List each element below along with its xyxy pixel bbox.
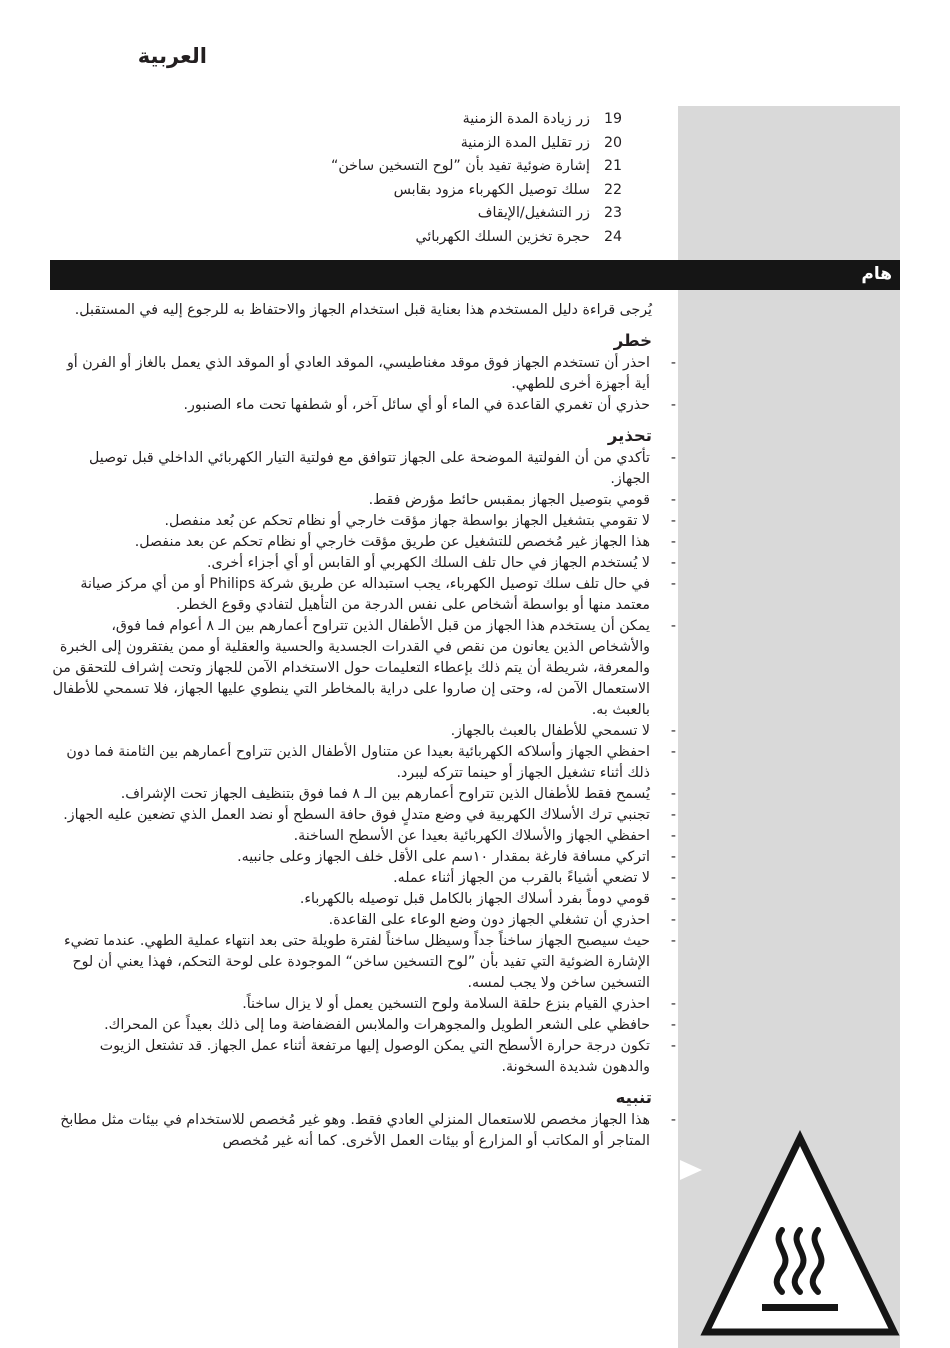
bullet-text: هذا الجهاز غير مُخصص للتشغيل عن طريق مؤقت خارجي أو نظام تحكم عن بعد منفصل. xyxy=(134,534,650,550)
bullet-dash: - xyxy=(670,1038,676,1054)
bullet-item xyxy=(50,994,676,1015)
bullet-text: قومي دوماً بفرد أسلاك الجهاز بالكامل قبل توصيله بالكهرباء. xyxy=(299,891,650,907)
section-heading: خطر xyxy=(613,331,652,350)
bullet-item xyxy=(50,395,676,416)
part-text: حجرة تخزين السلك الكهربائي xyxy=(415,228,590,245)
bullet-dash: - xyxy=(670,555,676,571)
bullet-item xyxy=(50,616,676,721)
bullet-text: تكون درجة حرارة الأسطح التي يمكن الوصول إليها مرتفعة أثناء عمل الجهاز. قد تشتعل الزيوت والدهون شديدة السخونة. xyxy=(99,1038,650,1075)
bullet-dash: - xyxy=(670,744,676,760)
important-banner xyxy=(50,260,900,290)
bullet-item xyxy=(50,553,676,574)
important-banner-title: هام xyxy=(861,264,892,284)
language-title: العربية xyxy=(137,44,207,68)
bullet-item xyxy=(50,721,676,742)
bullet-item xyxy=(50,1110,676,1152)
bullet-text: حافظي على الشعر الطويل والمجوهرات والملابس الفضفاضة وما إلى ذلك بعيداً عن المحراك. xyxy=(104,1017,650,1033)
bullet-dash: - xyxy=(670,786,676,802)
bullet-item xyxy=(50,868,676,889)
bullet-text: يُسمح فقط للأطفال الذين تتراوح أعمارهم بين الـ ٨ فما فوق بتنظيف الجهاز تحت الإشراف. xyxy=(120,786,650,802)
bullet-dash: - xyxy=(670,492,676,508)
bullet-dash: - xyxy=(670,912,676,928)
bullet-text: حذري أن تغمري القاعدة في الماء أو أي سائل آخر، أو شطفها تحت ماء الصنبور. xyxy=(183,397,650,413)
bullet-text: لا تضعي أشياءً بالقرب من الجهاز أثناء عمله. xyxy=(393,870,650,886)
parts-list-item xyxy=(202,179,622,203)
parts-list xyxy=(202,108,622,249)
sections-container xyxy=(50,329,676,1152)
parts-list-item xyxy=(202,132,622,156)
bullet-text: احفظي الجهاز والأسلاك الكهربائية بعيدا عن الأسطح الساخنة. xyxy=(293,828,650,844)
parts-list-item xyxy=(202,226,622,250)
part-number: 24 xyxy=(603,228,622,245)
bullet-dash: - xyxy=(670,397,676,413)
bullet-item xyxy=(50,910,676,931)
bullet-item xyxy=(50,742,676,784)
parts-list-item xyxy=(202,108,622,132)
bullet-text: يمكن أن يستخدم هذا الجهاز من قبل الأطفال الذين تتراوح أعمارهم بين الـ ٨ أعوام فما فوق، والأشخاص الذين يعانون من نقص في القدرات الجسدية والحسية والعقلية أو ممن يفتقرون إلى الخبرة والمعرفة، شريطة أن يتم ذلك بإعطاء التعليمات حول الاستخدام الآمن للجهاز وتحت إشراف للتحقق من الاستعمال الآمن له، وحتى إن صاروا على دراية بالمخاطر التي ينطوي عليها الجهاز، فلا تسمحي للأطفال بالعبث به. xyxy=(52,618,650,718)
bullet-text: في حال تلف سلك توصيل الكهرباء، يجب استبداله عن طريق شركة Philips أو من أي مركز صيانة معتمد منها أو بواسطة أشخاص على نفس الدرجة من التأهيل لتفادي وقوع الخطر. xyxy=(80,576,650,613)
bullet-dash: - xyxy=(670,534,676,550)
part-number: 22 xyxy=(603,181,622,198)
part-text: زر التشغيل/الإيقاف xyxy=(477,205,590,221)
bullet-item xyxy=(50,448,676,490)
bullet-item xyxy=(50,805,676,826)
bullet-dash: - xyxy=(670,576,676,592)
parts-list-item xyxy=(202,202,622,226)
bullet-item xyxy=(50,931,676,994)
section-heading: تنبيه xyxy=(615,1088,652,1107)
part-number: 23 xyxy=(603,205,622,221)
bullet-text: هذا الجهاز مخصص للاستعمال المنزلي العادي فقط. وهو غير مُخصص للاستخدام في بيئات مثل مطابخ المتاجر أو المكاتب أو المزارع أو بيئات العمل الأخرى. كما أنه غير مُخصص xyxy=(60,1112,650,1149)
bullet-text: لا يُستخدم الجهاز في حال تلف السلك الكهربي أو القابس أو أي أجزاء أخرى. xyxy=(206,555,650,571)
bullet-item xyxy=(50,1036,676,1078)
intro-paragraph: يُرجى قراءة دليل المستخدم هذا بعناية قبل استخدام الجهاز والاحتفاظ به للرجوع إليه في المستقبل. xyxy=(74,302,652,318)
bullet-dash: - xyxy=(670,450,676,466)
part-text: إشارة ضوئية تفيد بأن ”لوح التسخين ساخن“ xyxy=(331,158,590,174)
part-number: 21 xyxy=(603,158,622,174)
bullet-dash: - xyxy=(670,723,676,739)
bullet-item xyxy=(50,847,676,868)
part-number: 20 xyxy=(603,134,622,151)
bullet-dash: - xyxy=(670,828,676,844)
bullet-dash: - xyxy=(670,933,676,949)
bullet-dash: - xyxy=(670,996,676,1012)
section-heading: تحذير xyxy=(607,426,652,445)
bullet-item xyxy=(50,574,676,616)
bullet-text: احفظي الجهاز وأسلاكه الكهربائية بعيدا عن متناول الأطفال الذين تتراوح أعمارهم بين الثامنة فما دون ذلك أثناء تشغيل الجهاز أو حينما تتركه ليبرد. xyxy=(66,744,650,781)
bullet-dash: - xyxy=(670,849,676,865)
parts-list-item xyxy=(202,155,622,179)
bullet-dash: - xyxy=(670,891,676,907)
bullet-text: لا تسمحي للأطفال بالعبث بالجهاز. xyxy=(450,723,650,739)
bullet-dash: - xyxy=(670,513,676,529)
bullet-text: احذري أن تشغلي الجهاز دون وضع الوعاء على القاعدة. xyxy=(328,912,650,928)
bullet-item xyxy=(50,490,676,511)
bullet-dash: - xyxy=(670,807,676,823)
bullet-text: لا تقومي بتشغيل الجهاز بواسطة جهاز مؤقت خارجي أو نظام تحكم عن بُعد منفصل. xyxy=(164,513,650,529)
bullet-item xyxy=(50,532,676,553)
bullet-dash: - xyxy=(670,618,676,634)
part-text: زر زيادة المدة الزمنية xyxy=(462,111,590,127)
main-content xyxy=(50,300,676,1152)
bullet-text: تأكدي من أن الفولتية الموضحة على الجهاز تتوافق مع فولتية التيار الكهربائي الداخلي قبل توصيل الجهاز. xyxy=(89,450,650,487)
bullet-item xyxy=(50,1015,676,1036)
part-text: سلك توصيل الكهرباء مزود بقابس xyxy=(393,181,590,198)
bullet-text: قومي بتوصيل الجهاز بمقبس حائط مؤرض فقط. xyxy=(368,492,650,508)
sidebar-pointer-arrow xyxy=(680,1160,702,1180)
bullet-dash: - xyxy=(670,1112,676,1128)
bullet-text: اتركي مسافة فارغة بمقدار ١٠سم على الأقل خلف الجهاز وعلى جانبيه. xyxy=(237,849,650,865)
bullet-text: تجنبي ترك الأسلاك الكهربية في وضع متدلٍ فوق حافة السطح أو نضد العمل الذي تضعين عليه الجهاز. xyxy=(63,807,650,823)
bullet-text: احذري القيام بنزع حلقة السلامة ولوح التسخين يعمل أو لا يزال ساخناً. xyxy=(242,996,650,1012)
bullet-item xyxy=(50,353,676,395)
bullet-dash: - xyxy=(670,1017,676,1033)
bullet-dash: - xyxy=(670,355,676,371)
part-number: 19 xyxy=(603,111,622,127)
bullet-item xyxy=(50,784,676,805)
bullet-text: احذر أن تستخدم الجهاز فوق موقد مغناطيسي، الموقد العادي أو الموقد الذي يعمل بالغاز أو الفرن أو أية أجهزة أخرى للطهي. xyxy=(66,355,650,392)
bullet-text: حيث سيصبح الجهاز ساخناً جداً وسيظل ساخناً لفترة طويلة حتى بعد انتهاء عملية الطهي. عندما تضيء الإشارة الضوئية التي تفيد بأن ”لوح التسخين ساخن“ الموجودة على لوحة التحكم، فهذا يعني أن لوح التسخين ساخن ولا يجب لمسه. xyxy=(63,933,650,991)
bullet-item xyxy=(50,511,676,532)
part-text: زر تقليل المدة الزمنية xyxy=(460,134,590,151)
bullet-item xyxy=(50,826,676,847)
hot-surface-warning-icon xyxy=(700,1130,900,1340)
bullet-dash: - xyxy=(670,870,676,886)
bullet-item xyxy=(50,889,676,910)
